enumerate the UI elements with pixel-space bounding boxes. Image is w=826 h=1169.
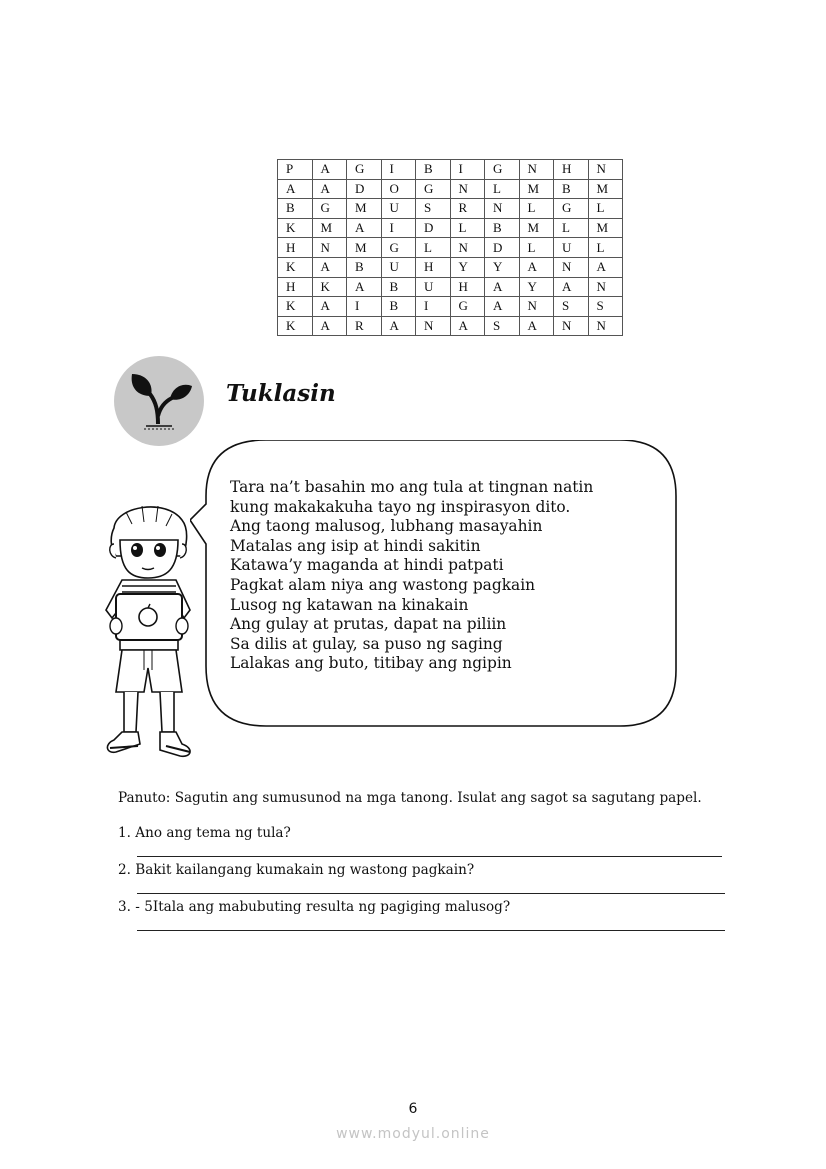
grid-cell: H (278, 238, 313, 258)
grid-cell: Y (519, 277, 554, 297)
poem-line: Katawa’y maganda at hindi patpati (230, 556, 504, 575)
grid-cell: N (554, 316, 589, 336)
grid-row (278, 316, 623, 336)
grid-cell: D (416, 218, 451, 238)
grid-row (278, 199, 623, 219)
grid-cell: B (278, 199, 313, 219)
grid-cell: L (519, 199, 554, 219)
grid-cell: M (312, 218, 347, 238)
poem-line: Lusog ng katawan na kinakain (230, 595, 469, 614)
section-badge (114, 356, 204, 446)
poem-line: Ang gulay at prutas, dapat na piliin (230, 615, 507, 634)
grid-cell: A (381, 316, 416, 336)
grid-cell: K (278, 218, 313, 238)
answer-line-1[interactable] (137, 856, 722, 857)
grid-cell: L (554, 218, 589, 238)
grid-cell: I (347, 297, 382, 317)
grid-row (278, 257, 623, 277)
grid-cell: L (588, 199, 623, 219)
grid-cell: N (519, 297, 554, 317)
grid-cell: D (485, 238, 520, 258)
grid-cell: H (450, 277, 485, 297)
grid-row (278, 297, 623, 317)
grid-cell: A (588, 257, 623, 277)
grid-cell: A (450, 316, 485, 336)
grid-cell: N (450, 238, 485, 258)
sprout-icon (114, 356, 204, 446)
boy-illustration (86, 500, 216, 770)
grid-cell: A (485, 277, 520, 297)
watermark: www.modyul.online (336, 1126, 490, 1142)
grid-cell: S (588, 297, 623, 317)
answer-line-2[interactable] (137, 893, 725, 894)
grid-cell: M (519, 218, 554, 238)
grid-cell: A (312, 297, 347, 317)
speech-line: kung makakakuha tayo ng inspirasyon dito. (230, 497, 571, 516)
grid-cell: U (381, 257, 416, 277)
grid-cell: B (381, 297, 416, 317)
grid-cell: I (416, 297, 451, 317)
grid-cell: R (347, 316, 382, 336)
grid-cell: A (312, 160, 347, 180)
grid-cell: I (381, 218, 416, 238)
grid-cell: B (416, 160, 451, 180)
grid-cell: L (519, 238, 554, 258)
grid-cell: G (312, 199, 347, 219)
poem-line: Lalakas ang buto, titibay ang ngipin (230, 654, 512, 673)
grid-cell: N (588, 316, 623, 336)
poem-line: Sa dilis at gulay, sa puso ng saging (230, 634, 503, 653)
grid-cell: Y (450, 257, 485, 277)
grid-cell: M (347, 238, 382, 258)
grid-cell: I (450, 160, 485, 180)
grid-cell: A (554, 277, 589, 297)
poem-line: Matalas ang isip at hindi sakitin (230, 536, 481, 555)
grid-cell: H (554, 160, 589, 180)
speech-text (230, 478, 593, 674)
grid-cell: N (312, 238, 347, 258)
grid-cell: U (554, 238, 589, 258)
grid-cell: B (347, 257, 382, 277)
grid-cell: A (519, 257, 554, 277)
grid-row (278, 160, 623, 180)
grid-row (278, 218, 623, 238)
grid-cell: I (381, 160, 416, 180)
answer-line-3[interactable] (137, 930, 725, 931)
grid-cell: A (312, 316, 347, 336)
grid-cell: H (416, 257, 451, 277)
grid-cell: N (588, 160, 623, 180)
grid-cell: L (416, 238, 451, 258)
grid-cell: P (278, 160, 313, 180)
grid-cell: U (381, 199, 416, 219)
grid-row (278, 179, 623, 199)
grid-cell: A (485, 297, 520, 317)
grid-cell: N (519, 160, 554, 180)
grid-cell: B (554, 179, 589, 199)
grid-cell: N (450, 179, 485, 199)
grid-cell: N (485, 199, 520, 219)
grid-cell: S (554, 297, 589, 317)
grid-cell: A (347, 218, 382, 238)
instructions: Panuto: Sagutin ang sumusunod na mga tanong. Isulat ang sagot sa sagutang papel. (118, 790, 702, 806)
grid-cell: U (416, 277, 451, 297)
grid-cell: G (450, 297, 485, 317)
grid-cell: A (347, 277, 382, 297)
grid-cell: A (519, 316, 554, 336)
grid-cell: A (312, 257, 347, 277)
page-number: 6 (408, 1101, 418, 1117)
grid-cell: A (312, 179, 347, 199)
grid-cell: G (416, 179, 451, 199)
grid-cell: G (554, 199, 589, 219)
grid-cell: B (381, 277, 416, 297)
grid-cell: L (588, 238, 623, 258)
grid-cell: S (416, 199, 451, 219)
section-title: Tuklasin (226, 380, 336, 407)
grid-cell: M (347, 199, 382, 219)
grid-cell: M (588, 218, 623, 238)
word-search-grid (277, 159, 623, 336)
poem-line: Ang taong malusog, lubhang masayahin (230, 517, 543, 536)
grid-cell: L (485, 179, 520, 199)
grid-cell: L (450, 218, 485, 238)
grid-cell: N (416, 316, 451, 336)
grid-row (278, 238, 623, 258)
grid-cell: R (450, 199, 485, 219)
grid-cell: G (485, 160, 520, 180)
grid-cell: S (485, 316, 520, 336)
grid-cell: D (347, 179, 382, 199)
poem-line: Pagkat alam niya ang wastong pagkain (230, 575, 536, 594)
grid-cell: M (588, 179, 623, 199)
grid-cell: H (278, 277, 313, 297)
grid-cell: N (554, 257, 589, 277)
grid-cell: B (485, 218, 520, 238)
grid-cell: G (381, 238, 416, 258)
grid-cell: Y (485, 257, 520, 277)
grid-cell: K (278, 316, 313, 336)
grid-cell: O (381, 179, 416, 199)
grid-cell: A (278, 179, 313, 199)
grid-cell: K (312, 277, 347, 297)
question-3: 3. - 5Itala ang mabubuting resulta ng pagiging malusog? (118, 899, 511, 915)
question-1: 1. Ano ang tema ng tula? (118, 825, 291, 841)
speech-line: Tara na’t basahin mo ang tula at tingnan natin (230, 478, 594, 496)
grid-cell: N (588, 277, 623, 297)
grid-cell: K (278, 257, 313, 277)
question-2: 2. Bakit kailangang kumakain ng wastong pagkain? (118, 862, 475, 878)
grid-cell: K (278, 297, 313, 317)
grid-cell: M (519, 179, 554, 199)
grid-cell: G (347, 160, 382, 180)
grid-row (278, 277, 623, 297)
